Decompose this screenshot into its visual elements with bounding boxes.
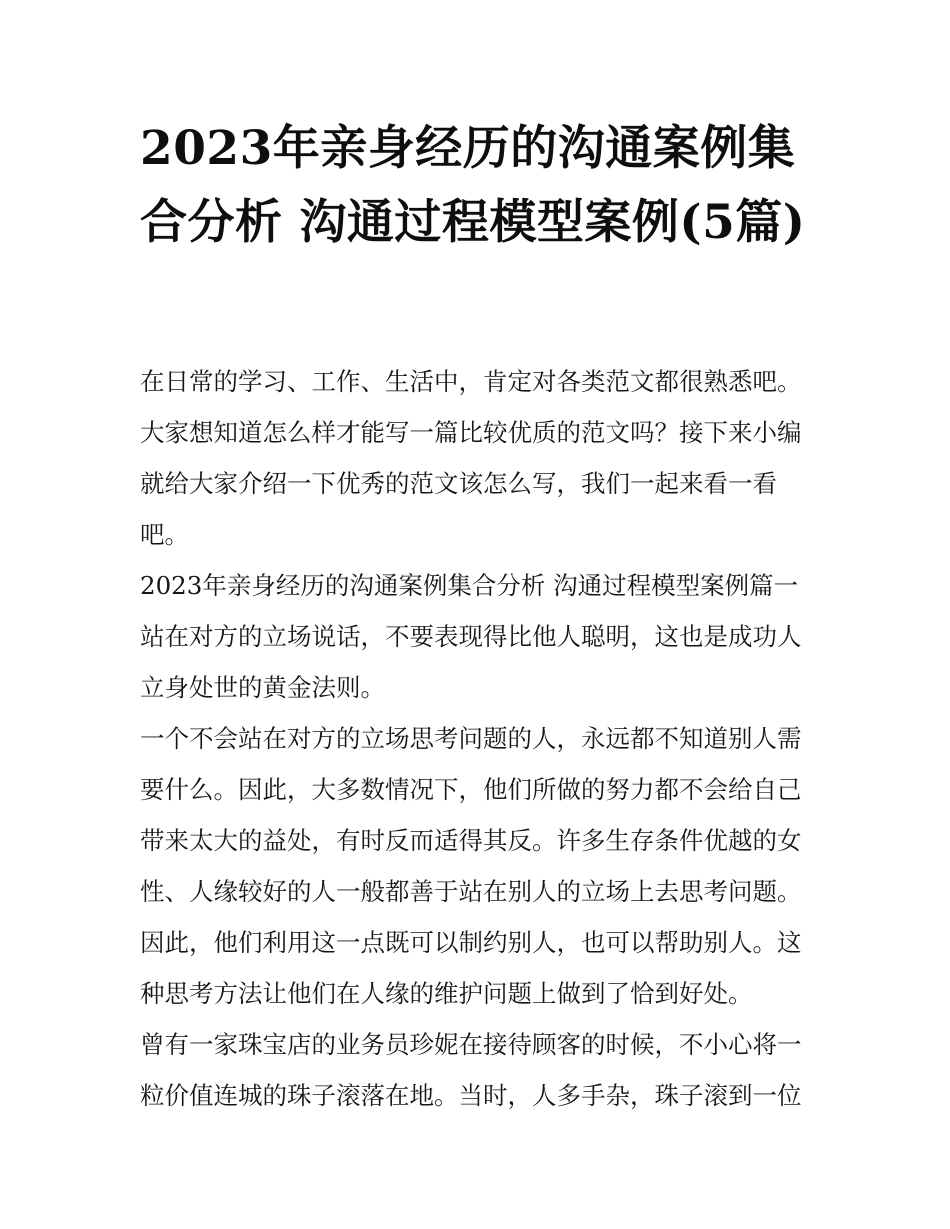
paragraph: 站在对方的立场说话，不要表现得比他人聪明，这也是成功人立身处世的黄金法则。 xyxy=(140,622,802,702)
document-body xyxy=(140,356,824,1121)
document-title: 2023年亲身经历的沟通案例集合分析 沟通过程模型案例(5篇) xyxy=(140,121,806,250)
paragraph-section-heading: 2023年亲身经历的沟通案例集合分析 沟通过程模型案例篇一 xyxy=(140,571,799,600)
paragraph: 曾有一家珠宝店的业务员珍妮在接待顾客的时候，不小心将一粒价值连城的珠子滚落在地。当时，人多手杂，珠子滚到一位 xyxy=(140,1030,802,1110)
paragraph-intro: 在日常的学习、工作、生活中，肯定对各类范文都很熟悉吧。大家想知道怎么样才能写一篇比较优质的范文吗？接下来小编就给大家介绍一下优秀的范文该怎么写，我们一起来看一看吧。 xyxy=(140,367,802,549)
paragraph: 一个不会站在对方的立场思考问题的人，永远都不知道别人需要什么。因此，大多数情况下，他们所做的努力都不会给自己带来太大的益处，有时反而适得其反。许多生存条件优越的女性、人缘较好的人一般都善于站在别人的立场上去思考问题。因此，他们利用这一点既可以制约别人，也可以帮助别人。这种思考方法让他们在人缘的维护问题上做到了恰到好处。 xyxy=(140,724,802,1008)
